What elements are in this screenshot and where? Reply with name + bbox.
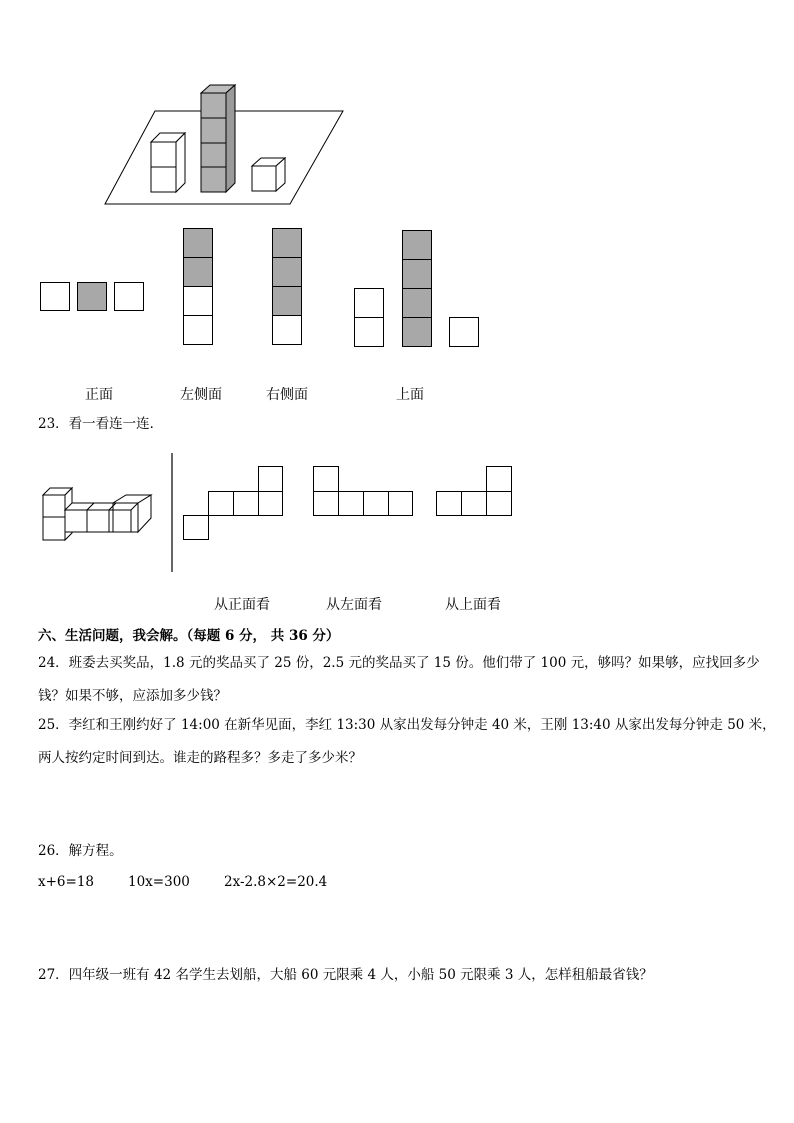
- q25-line-2: 两人按约定时间到达。谁走的路程多？多走了多少米？: [38, 750, 362, 766]
- label-front: 正面: [85, 387, 113, 403]
- label-left-view: 从左面看: [326, 597, 382, 613]
- q26-equation-3: 2x-2.8×2=20.4: [224, 874, 328, 890]
- label-top-view: 从上面看: [445, 597, 501, 613]
- q26-equation-1: x+6=18: [38, 874, 95, 890]
- q25-line-1: 25．李红和王刚约好了 14:00 在新华见面，李红 13:30 从家出发每分钟走 40 米，王刚 13:40 从家出发每分钟走 50 米，: [38, 717, 776, 733]
- label-right-side: 右侧面: [266, 387, 308, 403]
- q23-title: 23．看一看连一连．: [38, 416, 164, 432]
- q26-title: 26．解方程。: [38, 843, 123, 859]
- q24-line-2: 钱？如果不够，应添加多少钱？: [38, 688, 227, 704]
- q24-line-1: 24．班委去买奖品，1.8 元的奖品买了 25 份，2.5 元的奖品买了 15 份。他们带了 100 元，够吗？如果够，应找回多少: [38, 655, 760, 671]
- q26-equation-2: 10x=300: [128, 874, 190, 890]
- label-front-view: 从正面看: [214, 597, 270, 613]
- label-top: 上面: [396, 387, 424, 403]
- section-6-heading: 六、生活问题，我会解。（每题 6 分， 共 36 分）: [38, 628, 340, 644]
- label-left-side: 左侧面: [180, 387, 222, 403]
- q27-text: 27．四年级一班有 42 名学生去划船，大船 60 元限乘 4 人，小船 50 元限乘 3 人，怎样租船最省钱？: [38, 967, 653, 983]
